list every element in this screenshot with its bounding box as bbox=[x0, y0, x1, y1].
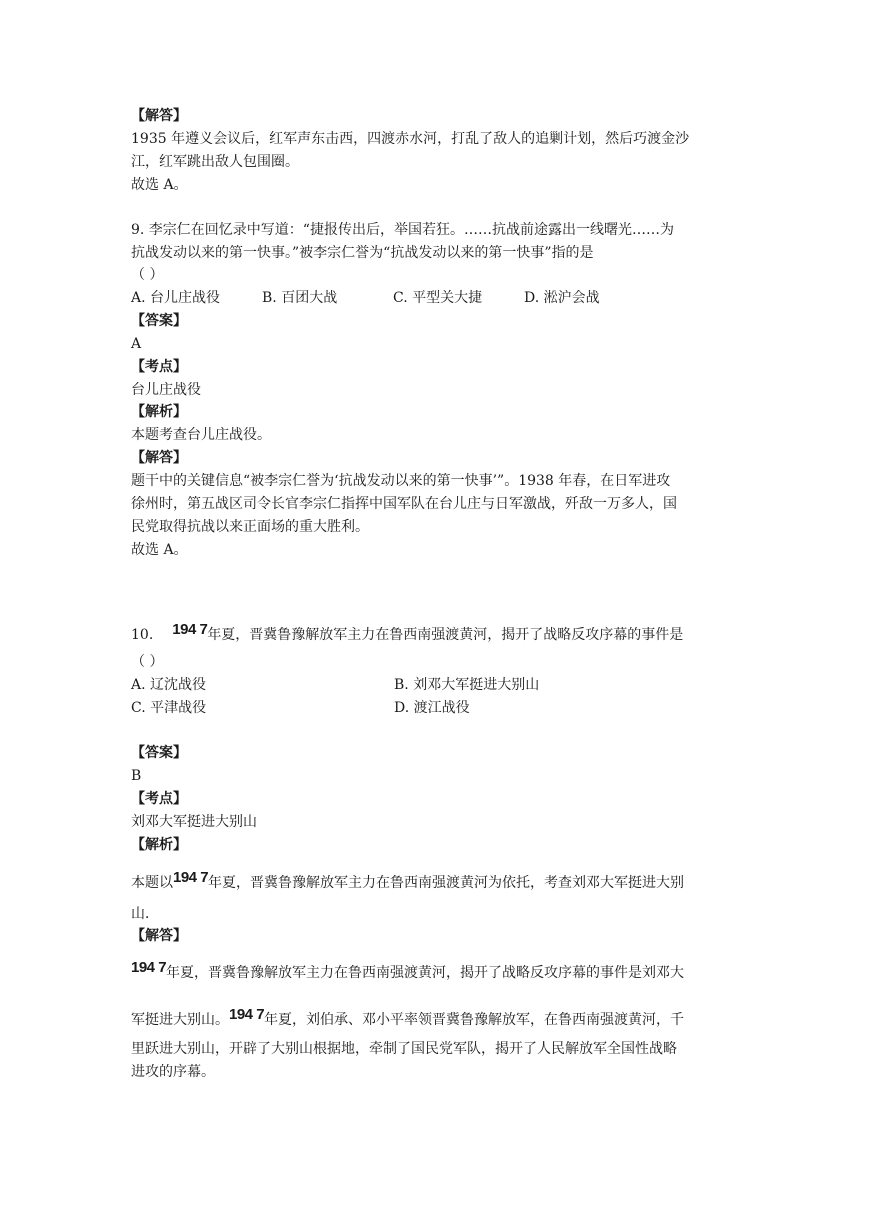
q10-jieda-line2 bbox=[131, 1006, 685, 1030]
q9-answer: A bbox=[131, 336, 142, 352]
q10-number: 10. bbox=[131, 627, 154, 643]
q9-option-a: A. 台儿庄战役 bbox=[131, 290, 221, 306]
q10-bracket: （ ） bbox=[131, 654, 164, 670]
q10-option-b: B. 刘邓大军挺进大别山 bbox=[394, 677, 540, 693]
q10-kaodian-label: 【考点】 bbox=[131, 791, 187, 807]
q10-answer-label: 【答案】 bbox=[131, 745, 187, 761]
q10-year: 194 7 bbox=[172, 621, 208, 638]
q9-choice: 故选 A。 bbox=[131, 542, 188, 558]
q10-options-row1 bbox=[131, 675, 539, 695]
q10-jiexi-year: 194 7 bbox=[173, 869, 209, 886]
q10-jieda-label: 【解答】 bbox=[131, 928, 187, 944]
q9-jiexi-label: 【解析】 bbox=[131, 404, 187, 420]
q10-option-d: D. 渡江战役 bbox=[394, 700, 470, 716]
q10-jiexi-line1 bbox=[131, 869, 685, 893]
q10-stem-line1 bbox=[131, 621, 684, 645]
q10-jiexi-text: 年夏，晋冀鲁豫解放军主力在鲁西南强渡黄河为依托，考查刘邓大军挺进大别 bbox=[208, 875, 685, 891]
q9-bracket: （ ） bbox=[131, 267, 164, 283]
q9-answer-label: 【答案】 bbox=[131, 313, 187, 329]
prev-choice: 故选 A。 bbox=[131, 177, 188, 193]
q9-jieda-line2: 徐州时，第五战区司令长官李宗仁指挥中国军队在台儿庄与日军激战，歼敌一万多人，国 bbox=[131, 496, 677, 512]
q10-stem-text: 年夏，晋冀鲁豫解放军主力在鲁西南强渡黄河，揭开了战略反攻序幕的事件是 bbox=[207, 627, 684, 643]
q9-options bbox=[131, 288, 600, 308]
q10-jieda-year1: 194 7 bbox=[131, 959, 167, 976]
q10-jiexi-label: 【解析】 bbox=[131, 837, 187, 853]
q10-jiexi-line2: 山． bbox=[131, 906, 159, 922]
q9-option-c: C. 平型关大捷 bbox=[393, 290, 483, 306]
prev-jieda-line1: 1935 年遵义会议后，红军声东击西，四渡赤水河，打乱了敌人的追剿计划，然后巧渡金沙 bbox=[131, 131, 690, 147]
q10-jieda-text1: 年夏，晋冀鲁豫解放军主力在鲁西南强渡黄河，揭开了战略反攻序幕的事件是刘邓大 bbox=[166, 965, 685, 981]
q10-jieda-line3: 里跃进大别山，开辟了大别山根据地，牵制了国民党军队，揭开了人民解放军全国性战略 bbox=[131, 1041, 677, 1057]
q10-option-c: C. 平津战役 bbox=[131, 700, 207, 716]
q10-jieda-line4: 进攻的序幕。 bbox=[131, 1064, 215, 1080]
q9-jieda-line1: 题干中的关键信息“被李宗仁誉为‘抗战发动以来的第一快事’”。1938 年春，在日军进攻 bbox=[131, 473, 671, 489]
q10-options-row2 bbox=[131, 698, 470, 718]
q9-jiexi: 本题考查台儿庄战役。 bbox=[131, 427, 271, 443]
q9-stem-line1: 9. 李宗仁在回忆录中写道：“捷报传出后，举国若狂。……抗战前途露出一线曙光……为 bbox=[131, 222, 674, 238]
q9-kaodian: 台儿庄战役 bbox=[131, 382, 201, 398]
q9-jieda-label: 【解答】 bbox=[131, 450, 187, 466]
prev-jieda-line2: 江，红军跳出敌人包围圈。 bbox=[131, 154, 299, 170]
q10-jiexi-prefix: 本题以 bbox=[131, 875, 173, 891]
q9-jieda-line3: 民党取得抗战以来正面场的重大胜利。 bbox=[131, 519, 369, 535]
q10-jieda-text2: 年夏，刘伯承、邓小平率领晋冀鲁豫解放军，在鲁西南强渡黄河，千 bbox=[264, 1012, 685, 1028]
prev-jieda-label: 【解答】 bbox=[131, 108, 187, 124]
q10-option-a: A. 辽沈战役 bbox=[131, 677, 207, 693]
q9-option-b: B. 百团大战 bbox=[262, 290, 338, 306]
q10-jieda-line1 bbox=[131, 959, 685, 983]
q9-option-d: D. 淞沪会战 bbox=[524, 290, 600, 306]
q10-jieda-year2: 194 7 bbox=[229, 1006, 265, 1023]
q9-kaodian-label: 【考点】 bbox=[131, 359, 187, 375]
q10-jieda-prefix2: 军挺进大别山。 bbox=[131, 1012, 229, 1028]
q9-stem-line2: 抗战发动以来的第一快事。”被李宗仁誉为“抗战发动以来的第一快事”指的是 bbox=[131, 245, 594, 261]
q10-kaodian: 刘邓大军挺进大别山 bbox=[131, 814, 257, 830]
q10-answer: B bbox=[131, 768, 142, 784]
